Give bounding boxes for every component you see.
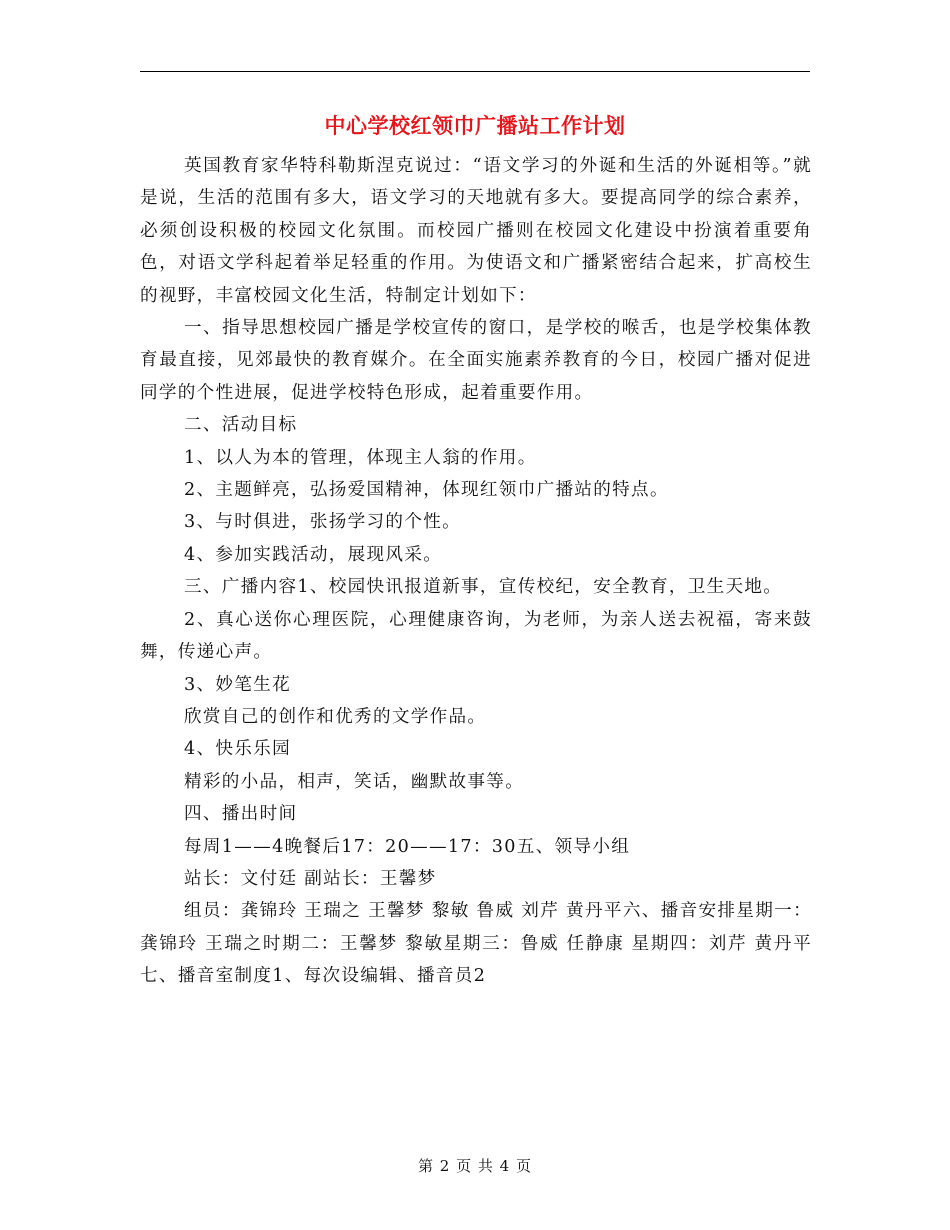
body-paragraph: 4、快乐乐园	[184, 739, 291, 760]
body-paragraph: 四、播出时间	[184, 804, 298, 825]
body-paragraph: 4、参加实践活动，展现风采。	[184, 544, 443, 565]
body-paragraph: 欣赏自己的创作和优秀的文学作品。	[184, 706, 487, 727]
body-paragraph: 3、与时俱进，张扬学习的个性。	[184, 512, 462, 533]
body-paragraph: 3、妙笔生花	[184, 674, 291, 695]
body-paragraph: 1、以人为本的管理，体现主人翁的作用。	[184, 447, 537, 468]
header-rule	[140, 71, 810, 72]
page-number: 第 2 页 共 4 页	[418, 1157, 532, 1175]
body-paragraph: 组员：龚锦玲 王瑞之 王馨梦 黎敏 鲁威 刘芹 黄丹平六、播音安排星期一：龚锦玲 王瑞之时期二：王馨梦 黎敏星期三：鲁威 任静康 星期四：刘芹 黄丹平 七、播音室制度1、每次设编辑、播音员2	[140, 901, 812, 987]
body-paragraph: 三、广播内容1、校园快讯报道新事，宣传校纪，安全教育，卫生天地。	[184, 577, 783, 598]
body-paragraph: 一、指导思想校园广播是学校宣传的窗口，是学校的喉舌，也是学校集体教育最直接，见郊最快的教育媒介。在全面实施素养教育的今日，校园广播对促进同学的个性进展，促进学校特色形成，起着重要作用。	[140, 318, 812, 403]
document-title: 中心学校红领巾广播站工作计划	[324, 113, 626, 138]
document-body	[140, 150, 812, 993]
body-paragraph: 2、主题鲜亮，弘扬爱国精神，体现红领巾广播站的特点。	[184, 480, 669, 501]
body-paragraph: 英国教育家华特科勒斯涅克说过：“语文学习的外诞和生活的外诞相等。”就是说，生活的范围有多大，语文学习的天地就有多大。要提高同学的综合素养，必须创设积极的校园文化氛围。而校园广播则在校园文化建设中扮演着重要角色，对语文学科起着举足轻重的作用。为使语文和广播紧密结合起来，扩高校生的视野，丰富校园文化生活，特制定计划如下：	[140, 156, 812, 306]
body-paragraph: 每周1——4晚餐后17：20——17：30五、领导小组	[184, 836, 631, 857]
body-paragraph: 二、活动目标	[184, 415, 298, 436]
body-paragraph: 站长：文付廷 副站长：王馨梦	[184, 868, 437, 889]
body-paragraph: 精彩的小品，相声，笑话，幽默故事等。	[184, 771, 525, 792]
body-paragraph: 2、真心送你心理医院，心理健康咨询，为老师，为亲人送去祝福，寄来鼓舞，传递心声。	[140, 609, 812, 663]
